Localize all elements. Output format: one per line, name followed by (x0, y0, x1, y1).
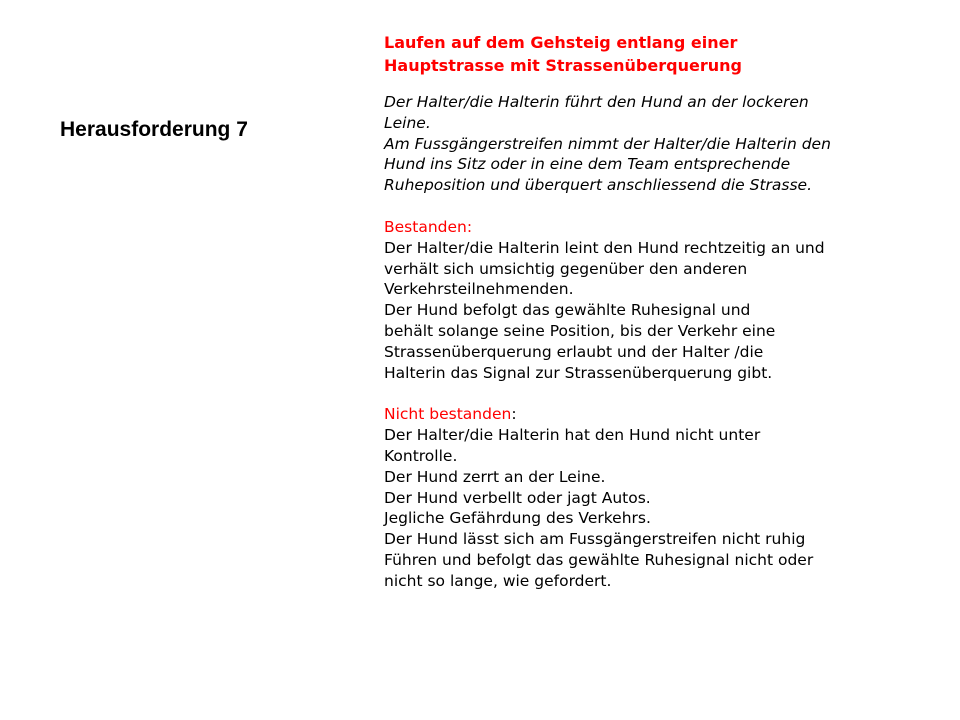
description-line: Am Fussgängerstreifen nimmt der Halter/die Halterin den (384, 134, 831, 153)
description-line: Der Halter/die Halterin führt den Hund an der lockeren (384, 93, 809, 111)
exercise-description (384, 92, 944, 196)
passed-line: verhält sich umsichtig gegenüber den anderen (384, 259, 748, 278)
failed-label-colon: : (511, 405, 517, 424)
failed-line: Der Hund lässt sich am Fussgängerstreifen nicht ruhig (384, 530, 806, 549)
passed-line: Verkehrsteilnehmenden. (384, 280, 574, 299)
passed-line: Der Hund befolgt das gewählte Ruhesignal und (384, 301, 751, 320)
description-line: Leine. (384, 113, 431, 132)
failed-section (384, 404, 944, 591)
content-block (384, 32, 944, 592)
passed-section (384, 217, 944, 383)
passed-line: Strassenüberquerung erlaubt und der Halter /die (384, 342, 764, 361)
failed-line: Führen und befolgt das gewählte Ruhesignal nicht oder (384, 550, 814, 569)
failed-line: Der Hund zerrt an der Leine. (384, 467, 606, 486)
failed-line: Jegliche Gefährdung des Verkehrs. (384, 509, 651, 528)
failed-line: Kontrolle. (384, 446, 458, 465)
passed-line: behält solange seine Position, bis der Verkehr eine (384, 321, 776, 340)
failed-line: Der Halter/die Halterin hat den Hund nicht unter (384, 426, 761, 445)
heading-line: Hauptstrasse mit Strassenüberquerung (384, 55, 742, 75)
description-line: Ruheposition und überquert anschliessend die Strasse. (384, 176, 813, 195)
failed-line: Der Hund verbellt oder jagt Autos. (384, 488, 651, 507)
exercise-heading (384, 32, 944, 77)
heading-line: Laufen auf dem Gehsteig entlang einer (384, 33, 738, 52)
failed-line: nicht so lange, wie gefordert. (384, 571, 612, 590)
passed-line: Halterin das Signal zur Strassenüberquerung gibt. (384, 363, 773, 382)
passed-line: Der Halter/die Halterin leint den Hund rechtzeitig an und (384, 238, 825, 257)
passed-label: Bestanden: (384, 217, 473, 236)
failed-label: Nicht bestanden (384, 405, 512, 424)
description-line: Hund ins Sitz oder in eine dem Team entsprechende (384, 155, 791, 174)
failed-label-line (384, 404, 944, 425)
slide-title: Herausforderung 7 (60, 118, 248, 141)
